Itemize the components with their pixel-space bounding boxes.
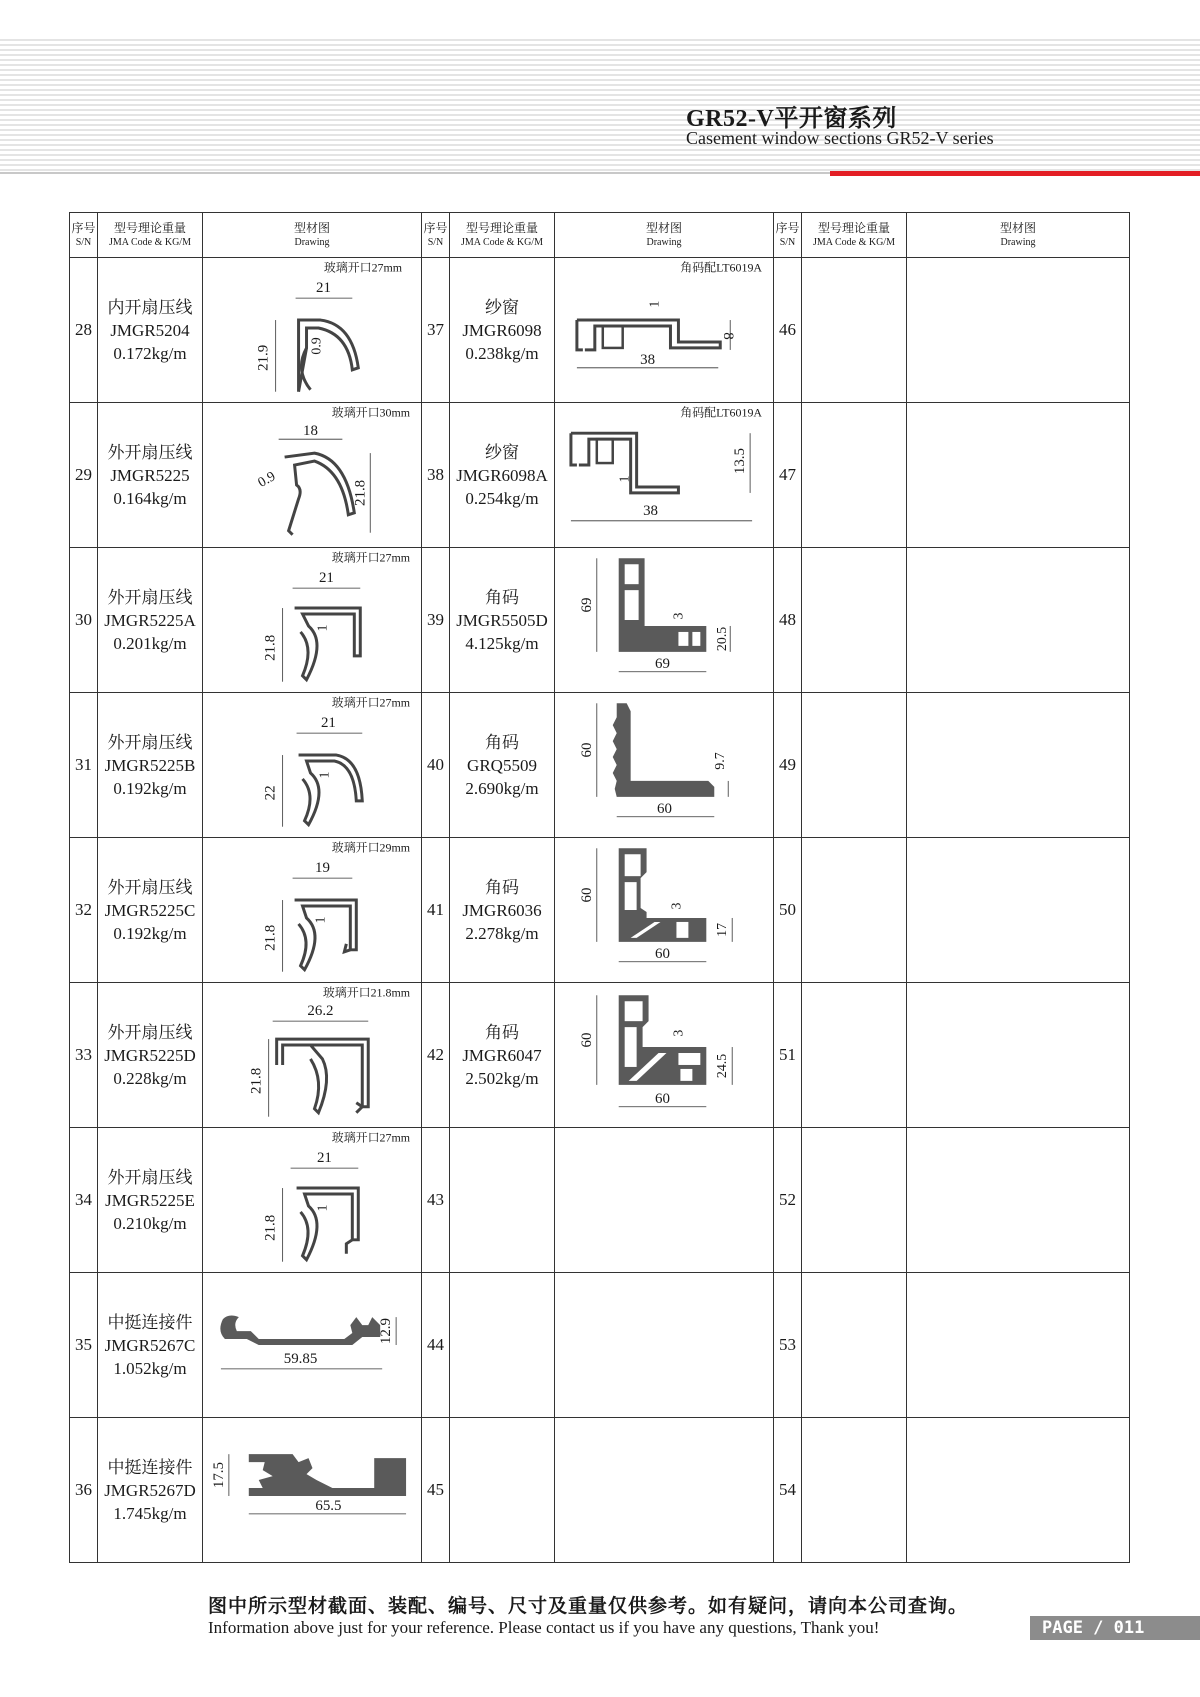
header-drawing: 型材图 Drawing — [907, 213, 1130, 258]
table-row — [70, 548, 1130, 693]
code-cell-empty — [802, 1418, 907, 1563]
sn-cell: 41 — [422, 838, 450, 983]
table-row — [70, 1273, 1130, 1418]
profile-drawing-bead — [203, 693, 422, 838]
table-row — [70, 403, 1130, 548]
svg-text:3: 3 — [669, 902, 685, 910]
header-sn: 序号 S/N — [774, 213, 802, 258]
svg-text:69: 69 — [655, 655, 670, 672]
sn-cell: 52 — [774, 1128, 802, 1273]
sn-cell: 31 — [70, 693, 98, 838]
svg-text:角码配LT6019A: 角码配LT6019A — [680, 405, 763, 420]
svg-text:24.5: 24.5 — [715, 1053, 731, 1079]
table-header-row — [70, 213, 1130, 258]
svg-text:65.5: 65.5 — [315, 1497, 342, 1514]
code-cell: 角码 JMGR5505D 4.125kg/m — [450, 548, 555, 693]
svg-text:玻璃开口27mm: 玻璃开口27mm — [331, 1130, 411, 1145]
page-title-en: Casement window sections GR52-V series — [686, 128, 994, 148]
profile-drawing-mullion-connector — [203, 1418, 422, 1563]
svg-text:21: 21 — [316, 1150, 332, 1167]
code-cell-empty — [450, 1418, 555, 1563]
sn-cell: 45 — [422, 1418, 450, 1563]
svg-text:17: 17 — [715, 922, 731, 937]
table-row — [70, 693, 1130, 838]
sn-cell: 33 — [70, 983, 98, 1128]
svg-text:13.5: 13.5 — [732, 448, 749, 475]
svg-text:26.2: 26.2 — [307, 1003, 334, 1020]
header-sn: 序号 S/N — [422, 213, 450, 258]
profile-drawing-screen — [555, 258, 774, 403]
profile-table — [69, 212, 1130, 1563]
svg-text:19: 19 — [314, 860, 330, 877]
code-cell-empty — [450, 1273, 555, 1418]
drawing-cell-empty — [907, 983, 1130, 1128]
sn-cell: 37 — [422, 258, 450, 403]
svg-text:21.8: 21.8 — [262, 634, 279, 661]
code-cell: 外开扇压线 JMGR5225D 0.228kg/m — [98, 983, 203, 1128]
svg-text:60: 60 — [655, 1090, 670, 1107]
code-cell-empty — [802, 403, 907, 548]
profile-drawing-corner-key — [555, 693, 774, 838]
code-cell: 中挺连接件 JMGR5267D 1.745kg/m — [98, 1418, 203, 1563]
code-cell-empty — [802, 548, 907, 693]
svg-text:22: 22 — [262, 785, 279, 801]
svg-text:1: 1 — [313, 916, 329, 924]
sn-cell: 40 — [422, 693, 450, 838]
table-row — [70, 1418, 1130, 1563]
table-row — [70, 983, 1130, 1128]
svg-text:1: 1 — [617, 475, 633, 483]
drawing-cell-empty — [907, 258, 1130, 403]
svg-text:3: 3 — [671, 612, 687, 620]
drawing-cell-empty — [907, 1418, 1130, 1563]
table-row — [70, 838, 1130, 983]
code-cell-empty — [450, 1128, 555, 1273]
svg-text:3: 3 — [671, 1029, 687, 1037]
page-title-cn: GR52-V平开窗系列 — [686, 106, 897, 132]
svg-text:59.85: 59.85 — [283, 1350, 318, 1367]
profile-drawing-bead — [203, 1128, 422, 1273]
footer-note-cn: 图中所示型材截面、装配、编号、尺寸及重量仅供参考。如有疑问，请向本公司查询。 — [208, 1595, 969, 1617]
svg-text:玻璃开口29mm: 玻璃开口29mm — [331, 840, 411, 855]
sn-cell: 42 — [422, 983, 450, 1128]
code-cell: 外开扇压线 JMGR5225 0.164kg/m — [98, 403, 203, 548]
svg-text:玻璃开口27mm: 玻璃开口27mm — [323, 260, 403, 275]
sn-cell: 34 — [70, 1128, 98, 1273]
profile-drawing-bead — [203, 983, 422, 1128]
svg-text:21: 21 — [315, 280, 331, 297]
code-cell-empty — [802, 258, 907, 403]
code-cell: 外开扇压线 JMGR5225E 0.210kg/m — [98, 1128, 203, 1273]
svg-text:20.5: 20.5 — [715, 626, 731, 652]
svg-text:9.7: 9.7 — [713, 752, 729, 770]
code-cell-empty — [802, 1128, 907, 1273]
svg-text:18: 18 — [303, 423, 318, 440]
table-row — [70, 258, 1130, 403]
code-cell: 角码 JMGR6047 2.502kg/m — [450, 983, 555, 1128]
drawing-cell-empty — [907, 693, 1130, 838]
svg-text:玻璃开口21.8mm: 玻璃开口21.8mm — [322, 985, 411, 1000]
svg-text:60: 60 — [578, 742, 595, 758]
header-code: 型号理论重量 JMA Code & KG/M — [98, 213, 203, 258]
svg-text:0.9: 0.9 — [255, 469, 279, 491]
header-red-accent-line — [830, 171, 1200, 176]
svg-text:21.8: 21.8 — [262, 1214, 279, 1241]
svg-text:21.9: 21.9 — [255, 344, 272, 371]
header-grey-rule — [0, 172, 830, 174]
code-cell-empty — [802, 838, 907, 983]
header-drawing: 型材图 Drawing — [555, 213, 774, 258]
sn-cell: 39 — [422, 548, 450, 693]
svg-text:60: 60 — [578, 1032, 595, 1048]
svg-text:21: 21 — [318, 570, 334, 587]
svg-text:1: 1 — [315, 624, 331, 632]
sn-cell: 54 — [774, 1418, 802, 1563]
profile-drawing-bead — [203, 838, 422, 983]
header-stripe-band — [0, 36, 1200, 172]
svg-text:60: 60 — [578, 887, 595, 903]
drawing-cell-empty — [555, 1418, 774, 1563]
sn-cell: 35 — [70, 1273, 98, 1418]
svg-text:1: 1 — [317, 771, 333, 779]
sn-cell: 47 — [774, 403, 802, 548]
sn-cell: 32 — [70, 838, 98, 983]
svg-text:60: 60 — [655, 945, 670, 962]
sn-cell: 49 — [774, 693, 802, 838]
code-cell: 外开扇压线 JMGR5225C 0.192kg/m — [98, 838, 203, 983]
svg-text:21.8: 21.8 — [248, 1067, 265, 1094]
svg-text:21: 21 — [320, 715, 336, 732]
header-code: 型号理论重量 JMA Code & KG/M — [450, 213, 555, 258]
profile-drawing-mullion-connector — [203, 1273, 422, 1418]
sn-cell: 51 — [774, 983, 802, 1128]
profile-drawing-bead — [203, 403, 422, 548]
profile-drawing-corner-key — [555, 548, 774, 693]
sn-cell: 44 — [422, 1273, 450, 1418]
profile-drawing-corner-key — [555, 838, 774, 983]
code-cell-empty — [802, 693, 907, 838]
drawing-cell-empty — [907, 838, 1130, 983]
svg-text:1: 1 — [315, 1204, 331, 1212]
sn-cell: 36 — [70, 1418, 98, 1563]
svg-text:38: 38 — [643, 502, 659, 519]
sn-cell: 28 — [70, 258, 98, 403]
profile-drawing-screen — [555, 403, 774, 548]
svg-text:12.9: 12.9 — [378, 1318, 395, 1345]
sn-cell: 50 — [774, 838, 802, 983]
header-sn: 序号 S/N — [70, 213, 98, 258]
code-cell-empty — [802, 1273, 907, 1418]
code-cell: 外开扇压线 JMGR5225A 0.201kg/m — [98, 548, 203, 693]
sn-cell: 48 — [774, 548, 802, 693]
drawing-cell-empty — [907, 403, 1130, 548]
code-cell: 内开扇压线 JMGR5204 0.172kg/m — [98, 258, 203, 403]
svg-text:玻璃开口27mm: 玻璃开口27mm — [331, 550, 411, 565]
code-cell: 纱窗 JMGR6098 0.238kg/m — [450, 258, 555, 403]
code-cell-empty — [802, 983, 907, 1128]
svg-text:1: 1 — [647, 300, 663, 308]
code-cell: 外开扇压线 JMGR5225B 0.192kg/m — [98, 693, 203, 838]
svg-text:21.8: 21.8 — [352, 479, 369, 506]
sn-cell: 53 — [774, 1273, 802, 1418]
drawing-cell-empty — [555, 1273, 774, 1418]
sn-cell: 43 — [422, 1128, 450, 1273]
svg-text:21.8: 21.8 — [262, 924, 279, 951]
sn-cell: 38 — [422, 403, 450, 548]
sn-cell: 30 — [70, 548, 98, 693]
profile-drawing-corner-key — [555, 983, 774, 1128]
svg-text:17.5: 17.5 — [210, 1462, 227, 1489]
table-row — [70, 1128, 1130, 1273]
code-cell: 角码 JMGR6036 2.278kg/m — [450, 838, 555, 983]
svg-text:60: 60 — [657, 800, 672, 817]
profile-drawing-bead — [203, 548, 422, 693]
sn-cell: 46 — [774, 258, 802, 403]
svg-text:玻璃开口27mm: 玻璃开口27mm — [331, 695, 411, 710]
drawing-cell-empty — [907, 1273, 1130, 1418]
svg-text:8: 8 — [720, 332, 737, 340]
svg-text:角码配LT6019A: 角码配LT6019A — [680, 260, 763, 275]
code-cell: 纱窗 JMGR6098A 0.254kg/m — [450, 403, 555, 548]
svg-text:玻璃开口30mm: 玻璃开口30mm — [331, 405, 411, 420]
drawing-cell-empty — [555, 1128, 774, 1273]
svg-text:0.9: 0.9 — [309, 337, 325, 355]
code-cell: 中挺连接件 JMGR5267C 1.052kg/m — [98, 1273, 203, 1418]
header-code: 型号理论重量 JMA Code & KG/M — [802, 213, 907, 258]
drawing-cell-empty — [907, 548, 1130, 693]
svg-text:38: 38 — [640, 351, 656, 368]
sn-cell: 29 — [70, 403, 98, 548]
footer-note-en: Information above just for your reference. Please contact us if you have any questions, Thank you! — [208, 1618, 880, 1637]
svg-text:69: 69 — [578, 597, 595, 613]
header-drawing: 型材图 Drawing — [203, 213, 422, 258]
profile-drawing-bead — [203, 258, 422, 403]
page-number-badge: PAGE / 011 — [1030, 1616, 1200, 1640]
code-cell: 角码 GRQ5509 2.690kg/m — [450, 693, 555, 838]
drawing-cell-empty — [907, 1128, 1130, 1273]
